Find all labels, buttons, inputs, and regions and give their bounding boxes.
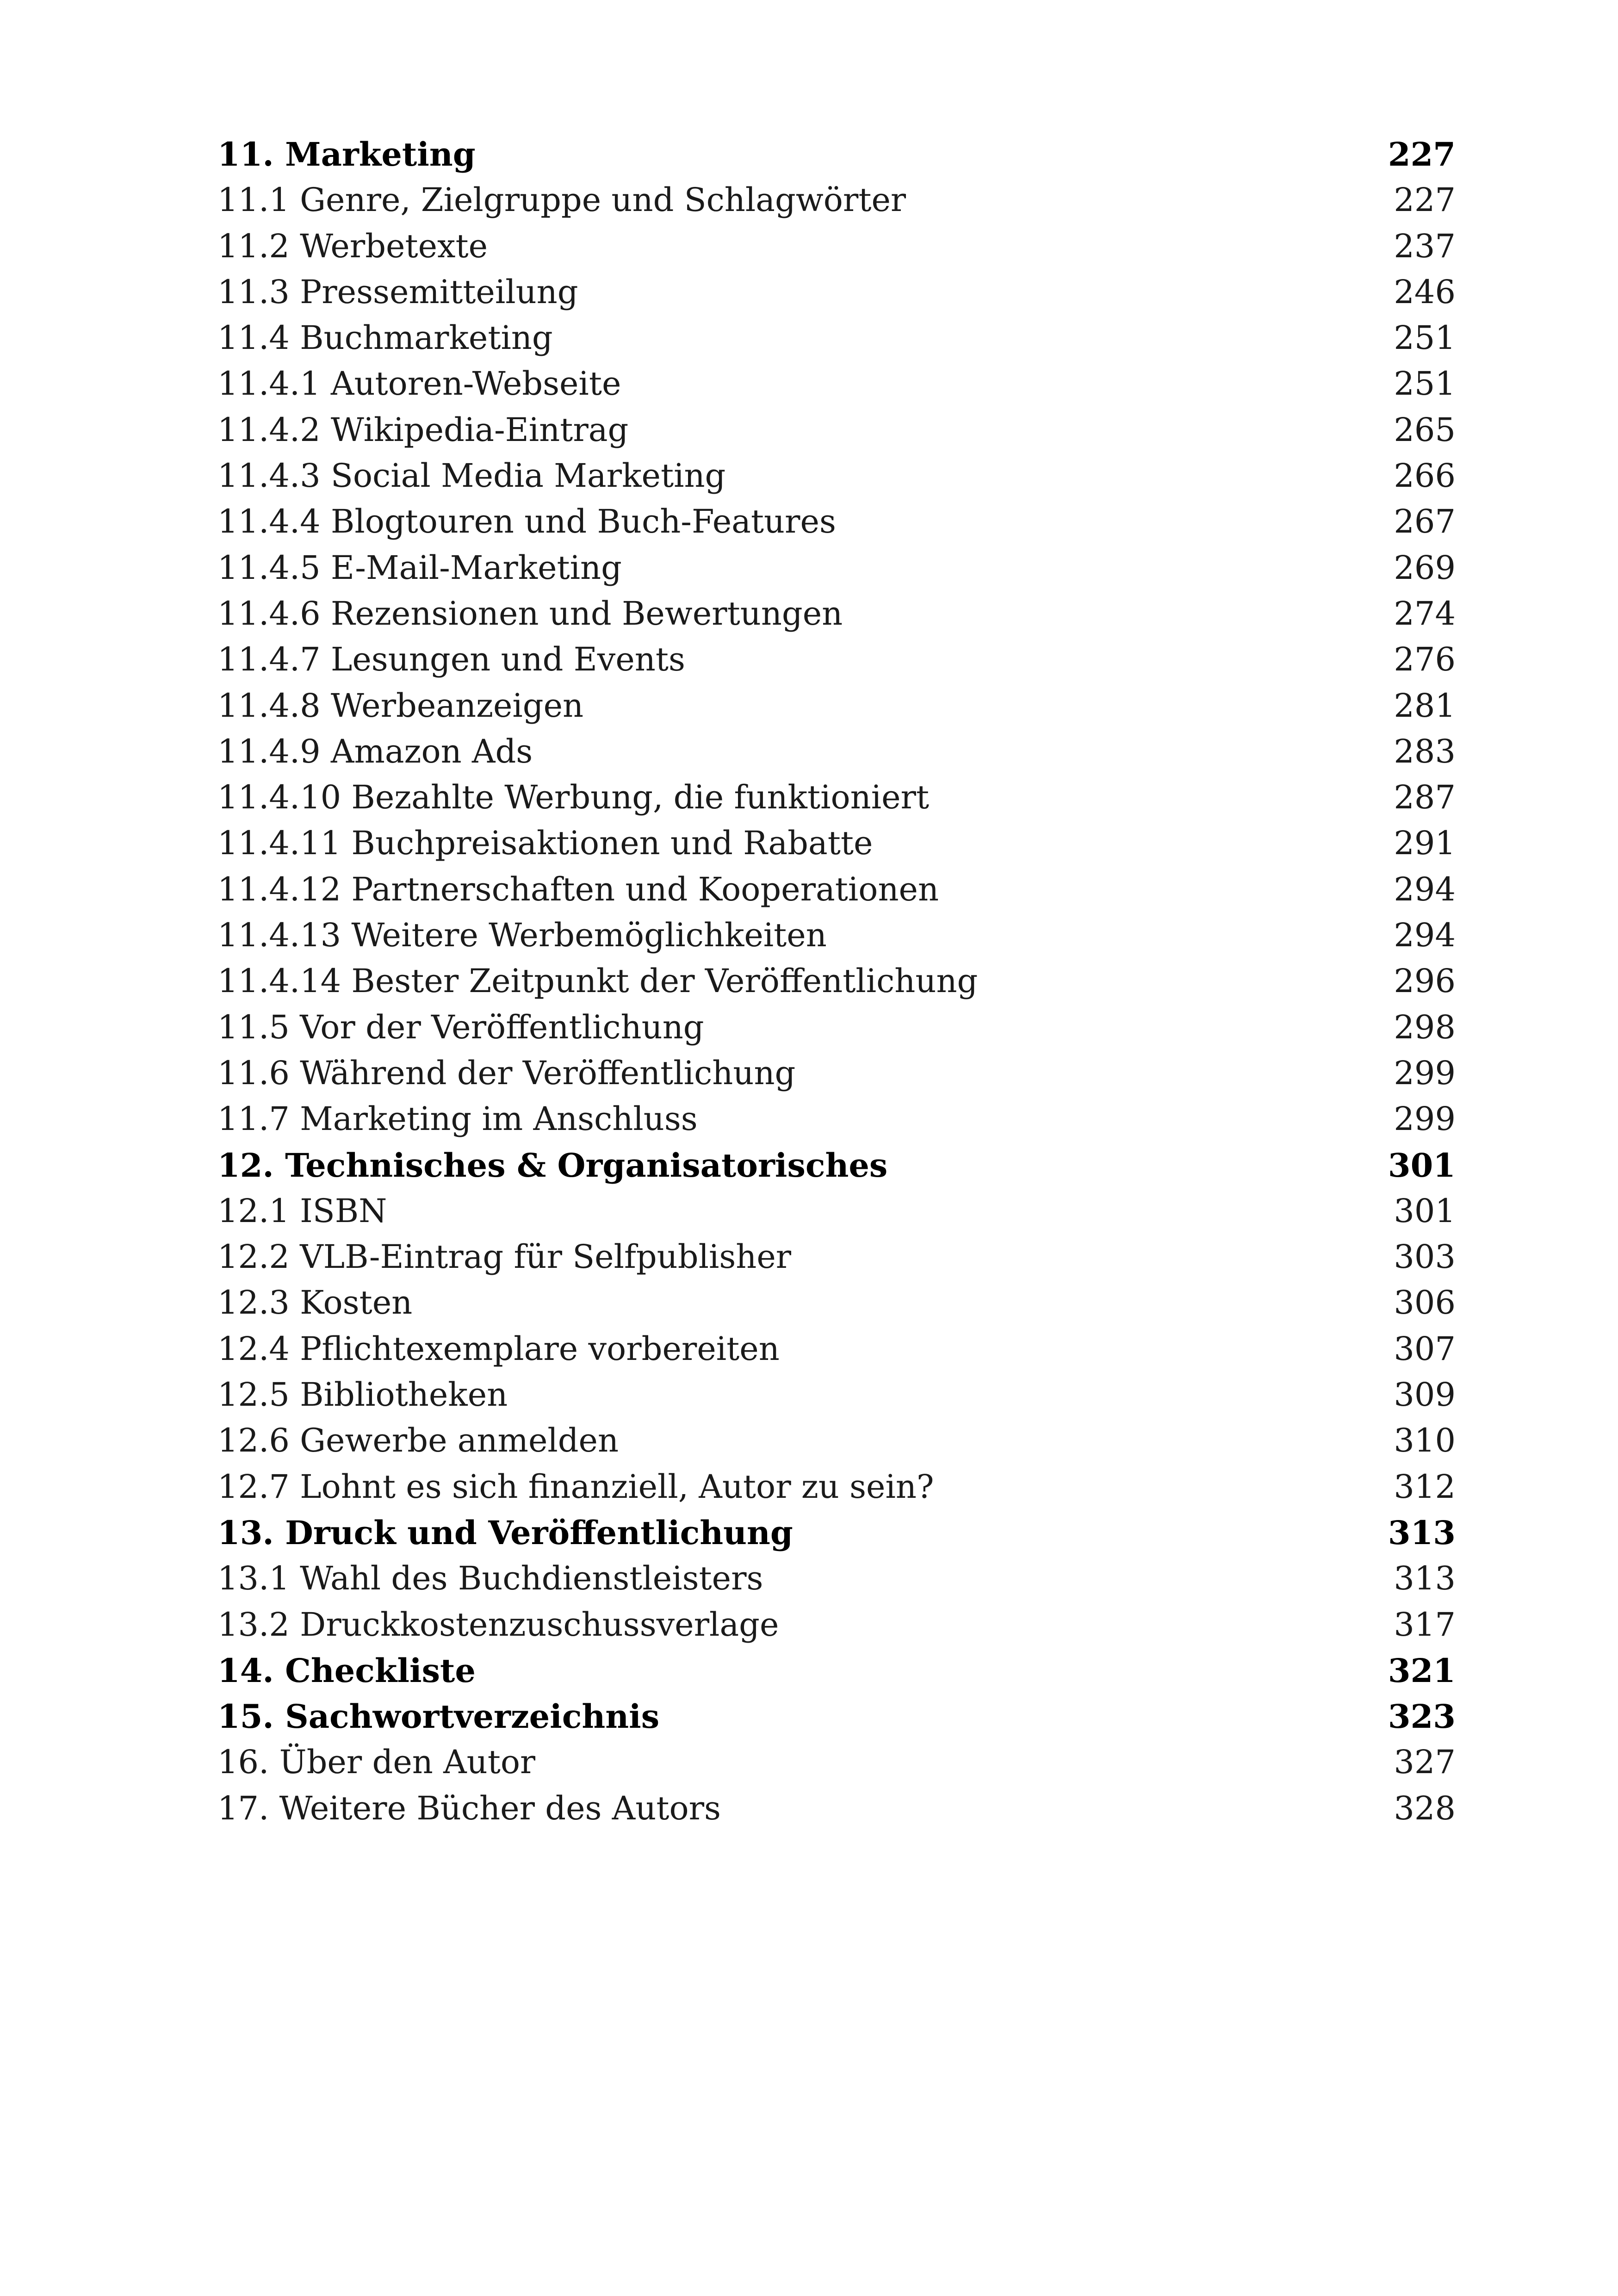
toc-entry-page-number: 269 (1394, 548, 1456, 587)
toc-entry-title: 11.7 Marketing im Anschluss (217, 1100, 698, 1138)
toc-entry-title: 16. Über den Autor (217, 1743, 536, 1781)
toc-entry-title: 11.4.11 Buchpreisaktionen und Rabatte (217, 824, 873, 863)
toc-entry-page-number: 291 (1394, 824, 1456, 863)
toc-section-entry[interactable] (217, 1602, 1456, 1648)
toc-entry-page-number: 299 (1394, 1054, 1456, 1092)
toc-entry-page-number: 294 (1394, 916, 1456, 955)
toc-section-entry[interactable] (217, 820, 1456, 866)
toc-section-entry[interactable] (217, 1096, 1456, 1142)
toc-section-entry[interactable] (217, 683, 1456, 729)
toc-entry-page-number: 267 (1394, 503, 1456, 541)
toc-section-entry[interactable] (217, 1326, 1456, 1372)
toc-entry-title: 11.4.1 Autoren-Webseite (217, 365, 621, 403)
toc-section-entry[interactable] (217, 1464, 1456, 1510)
toc-section-entry[interactable] (217, 729, 1456, 775)
toc-entry-title: 12.5 Bibliotheken (217, 1376, 508, 1414)
toc-entry-page-number: 227 (1388, 135, 1456, 174)
toc-section-entry[interactable] (217, 1556, 1456, 1601)
toc-section-entry[interactable] (217, 1418, 1456, 1464)
toc-section-entry[interactable] (217, 1188, 1456, 1234)
toc-entry-title: 11.4.9 Amazon Ads (217, 732, 533, 770)
toc-section-entry[interactable] (217, 1786, 1456, 1831)
toc-section-entry[interactable] (217, 1280, 1456, 1326)
toc-entry-title: 11.4.3 Social Media Marketing (217, 457, 726, 495)
toc-entry-title: 14. Checkliste (217, 1651, 476, 1690)
toc-entry-page-number: 313 (1388, 1513, 1456, 1552)
toc-chapter-entry[interactable] (217, 1510, 1456, 1556)
toc-entry-title: 11.4.13 Weitere Werbemöglichkeiten (217, 916, 827, 955)
toc-entry-title: 17. Weitere Bücher des Autors (217, 1789, 721, 1827)
toc-entry-page-number: 266 (1394, 457, 1456, 495)
toc-entry-page-number: 251 (1394, 365, 1456, 403)
toc-entry-title: 11.4.6 Rezensionen und Bewertungen (217, 594, 843, 633)
toc-entry-page-number: 251 (1394, 319, 1456, 357)
toc-entry-title: 12.3 Kosten (217, 1284, 413, 1322)
toc-entry-page-number: 310 (1394, 1421, 1456, 1460)
toc-section-entry[interactable] (217, 269, 1456, 315)
toc-section-entry[interactable] (217, 499, 1456, 545)
toc-entry-title: 12. Technisches & Organisatorisches (217, 1146, 888, 1185)
toc-entry-page-number: 298 (1394, 1008, 1456, 1046)
toc-entry-title: 12.1 ISBN (217, 1191, 387, 1230)
toc-entry-page-number: 281 (1394, 686, 1456, 725)
toc-entry-page-number: 246 (1394, 273, 1456, 311)
toc-entry-page-number: 307 (1394, 1329, 1456, 1368)
toc-chapter-entry[interactable] (217, 1648, 1456, 1694)
toc-section-entry[interactable] (217, 545, 1456, 591)
toc-entry-page-number: 301 (1388, 1146, 1456, 1185)
toc-entry-title: 11. Marketing (217, 135, 476, 174)
toc-entry-page-number: 274 (1394, 594, 1456, 633)
toc-entry-page-number: 276 (1394, 640, 1456, 679)
toc-entry-page-number: 303 (1394, 1238, 1456, 1276)
toc-entry-title: 13.2 Druckkostenzuschussverlage (217, 1605, 779, 1644)
toc-section-entry[interactable] (217, 407, 1456, 453)
toc-entry-page-number: 294 (1394, 870, 1456, 908)
toc-entry-title: 15. Sachwortverzeichnis (217, 1697, 660, 1736)
toc-section-entry[interactable] (217, 591, 1456, 637)
toc-section-entry[interactable] (217, 637, 1456, 683)
toc-entry-page-number: 299 (1394, 1100, 1456, 1138)
toc-entry-title: 11.1 Genre, Zielgruppe und Schlagwörter (217, 181, 906, 219)
toc-entry-page-number: 328 (1394, 1789, 1456, 1827)
toc-entry-page-number: 306 (1394, 1284, 1456, 1322)
toc-entry-title: 12.4 Pflichtexemplare vorbereiten (217, 1329, 780, 1368)
toc-section-entry[interactable] (217, 315, 1456, 361)
toc-section-entry[interactable] (217, 1372, 1456, 1418)
toc-entry-page-number: 283 (1394, 732, 1456, 770)
toc-entry-page-number: 309 (1394, 1376, 1456, 1414)
toc-section-entry[interactable] (217, 1005, 1456, 1050)
toc-entry-page-number: 301 (1394, 1191, 1456, 1230)
toc-section-entry[interactable] (217, 1739, 1456, 1785)
toc-entry-title: 11.4.10 Bezahlte Werbung, die funktioniert (217, 778, 930, 817)
toc-entry-page-number: 312 (1394, 1467, 1456, 1506)
toc-entry-title: 11.4.7 Lesungen und Events (217, 640, 685, 679)
toc-chapter-entry[interactable] (217, 1142, 1456, 1188)
toc-section-entry[interactable] (217, 958, 1456, 1004)
toc-section-entry[interactable] (217, 453, 1456, 499)
toc-entry-title: 11.4.4 Blogtouren und Buch-Features (217, 503, 836, 541)
toc-entry-page-number: 296 (1394, 962, 1456, 1000)
toc-entry-page-number: 321 (1388, 1651, 1456, 1690)
toc-section-entry[interactable] (217, 361, 1456, 407)
table-of-contents (217, 131, 1456, 1831)
toc-entry-page-number: 237 (1394, 227, 1456, 265)
toc-chapter-entry[interactable] (217, 131, 1456, 177)
toc-entry-title: 12.2 VLB-Eintrag für Selfpublisher (217, 1238, 792, 1276)
toc-entry-title: 13. Druck und Veröffentlichung (217, 1513, 793, 1552)
toc-entry-title: 11.4.12 Partnerschaften und Kooperationen (217, 870, 939, 908)
toc-chapter-entry[interactable] (217, 1694, 1456, 1739)
toc-entry-page-number: 287 (1394, 778, 1456, 817)
toc-entry-title: 12.6 Gewerbe anmelden (217, 1421, 619, 1460)
toc-entry-page-number: 317 (1394, 1605, 1456, 1644)
toc-section-entry[interactable] (217, 1234, 1456, 1280)
toc-entry-page-number: 323 (1388, 1697, 1456, 1736)
toc-entry-title: 11.4.5 E-Mail-Marketing (217, 548, 622, 587)
toc-entry-title: 11.4.8 Werbeanzeigen (217, 686, 584, 725)
toc-entry-title: 11.4 Buchmarketing (217, 319, 553, 357)
toc-section-entry[interactable] (217, 867, 1456, 912)
toc-entry-page-number: 313 (1394, 1559, 1456, 1598)
toc-entry-page-number: 265 (1394, 410, 1456, 449)
toc-entry-title: 12.7 Lohnt es sich finanziell, Autor zu sein? (217, 1467, 934, 1506)
toc-entry-title: 11.4.14 Bester Zeitpunkt der Veröffentlichung (217, 962, 978, 1000)
toc-entry-page-number: 327 (1394, 1743, 1456, 1781)
toc-section-entry[interactable] (217, 912, 1456, 958)
toc-entry-title: 11.3 Pressemitteilung (217, 273, 578, 311)
toc-entry-title: 11.5 Vor der Veröffentlichung (217, 1008, 704, 1046)
toc-section-entry[interactable] (217, 1050, 1456, 1096)
toc-entry-page-number: 227 (1394, 181, 1456, 219)
toc-entry-title: 11.6 Während der Veröffentlichung (217, 1054, 796, 1092)
toc-entry-title: 11.2 Werbetexte (217, 227, 488, 265)
toc-section-entry[interactable] (217, 177, 1456, 223)
toc-entry-title: 13.1 Wahl des Buchdienstleisters (217, 1559, 763, 1598)
toc-section-entry[interactable] (217, 775, 1456, 820)
toc-entry-title: 11.4.2 Wikipedia-Eintrag (217, 410, 629, 449)
toc-section-entry[interactable] (217, 223, 1456, 269)
